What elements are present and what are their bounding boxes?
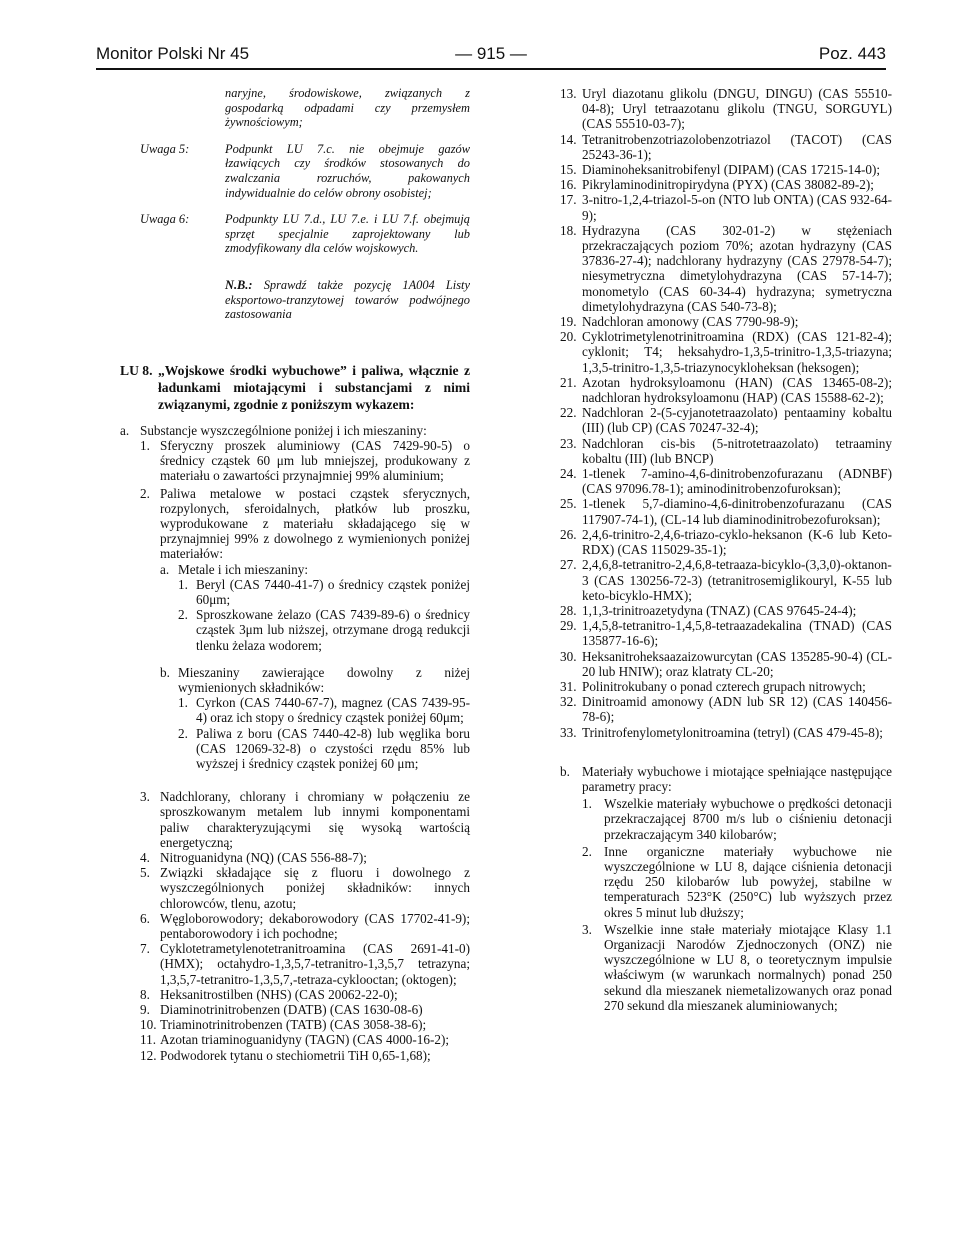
item-number: 14. — [560, 131, 577, 147]
item-text: Trinitrofenylometylonitroamina (tetryl) (CAS 479-45-8); — [582, 724, 883, 740]
list-item — [560, 496, 892, 526]
list-item — [560, 649, 892, 679]
list-item — [140, 695, 470, 725]
item-number: 10. — [140, 1017, 157, 1033]
list-item — [140, 438, 470, 484]
item-number: 25. — [560, 496, 577, 512]
item-number: 3. — [582, 921, 592, 937]
page-number: — 915 — — [455, 44, 527, 63]
item-number: 2. — [582, 843, 592, 859]
item-text: Sproszkowane żelazo (CAS 7439-89-6) o średnicy cząstek 3μm lub niższej, otrzymane drogą redukcji tlenku żelaza wodorem; — [196, 607, 470, 653]
list-item — [140, 486, 470, 562]
item-number: 33. — [560, 724, 577, 740]
nb-note — [140, 278, 470, 322]
item-number: 12. — [140, 1047, 157, 1063]
item-number: a. — [160, 561, 170, 577]
item-number: 28. — [560, 602, 577, 618]
item-text: Uryl diazotanu glikolu (DNGU, DINGU) (CAS 55510-04-8); Uryl tetraazotanu glikolu (TNGU, SORGUYL) (CAS 55510-03-7); — [582, 86, 892, 132]
item-number: 2. — [140, 485, 150, 501]
item-text: Sferyczny proszek aluminiowy (CAS 7429-90-5) o średnicy cząstek 60 μm lub mniejszej, produkowany z materiału o zawartości przynajmniej 99% aluminium; — [160, 437, 470, 484]
section-number: LU 8. — [120, 362, 153, 378]
item-number: 15. — [560, 162, 577, 178]
list-item — [560, 375, 892, 405]
item-number: 2. — [178, 725, 188, 741]
item-text: Cyklotetrametylenotetranitroamina (CAS 2691-41-0) (HMX); octahydro-1,3,5,7-tetranitro-1,3,5,7 tetrazyna; 1,3,5,7-tetranitro-1,3,5,7,-tetraza-cyklooctan; (oktogen); — [160, 941, 470, 987]
item-number: 27. — [560, 557, 577, 573]
note-text: Podpunkt LU 7.c. nie obejmuje gazów łzawiących czy środków stosowanych do zwalczania rozruchów, pakowanych indywidualnie do celów obrony osobistej; — [225, 141, 470, 200]
item-text: Inne organiczne materiały wybuchowe nie wyszczególnione w LU 8, dające ciśnienia detonacji rzędu 250 kilobarów lub powyżej, stabilne w temperaturach 523°K (250°C) lub wyższych przez okres 5 minut lub dłuższy; — [604, 843, 892, 920]
list-item — [140, 789, 470, 850]
list-item — [560, 436, 892, 466]
item-text: Związki składające się z fluoru i dowolnego z wyszczególnionych poniżej składników: innych chlorowców, tlenu, azotu; — [160, 865, 470, 911]
item-number: 22. — [560, 405, 577, 421]
list-item — [560, 694, 892, 724]
item-text: Cyrkon (CAS 7440-67-7), magnez (CAS 7439-95-4) oraz ich stopy o średnicy cząstek poniżej 60μm; — [196, 695, 470, 726]
note-label: Uwaga 6: — [140, 212, 190, 227]
item-number: 5. — [140, 865, 150, 881]
list-item-b — [560, 764, 892, 794]
intro-text: naryjne, środowiskowe, związanych z gospodarką odpadami czy przemysłem żywnościowym; — [225, 86, 470, 130]
item-text: Beryl (CAS 7440-41-7) o średnicy cząstek poniżej 60μm; — [196, 576, 470, 607]
item-text: Nadchloran 2-(5-cyjanotetraazolato) pentaaminy kobaltu (III) (lub CP) (CAS 70247-32-4); — [582, 405, 892, 436]
left-column — [120, 86, 470, 1063]
item-text: Diaminotrinitrobenzen (DATB) (CAS 1630-08-6) — [160, 1002, 423, 1018]
note-5 — [140, 142, 470, 200]
item-text: Polinitrokubany o ponad czterech grupach nitrowych; — [582, 678, 866, 694]
item-text: Podwodorek tytanu o stechiometrii TiH 0,65-1,68); — [160, 1047, 431, 1063]
item-text: 1-tlenek 7-amino-4,6-dinitrobenzofurazanu (ADNBF) (CAS 97096.78-1); aminodinitrobenzofuroksan); — [582, 466, 892, 497]
note-6 — [140, 212, 470, 256]
list-item — [560, 796, 892, 842]
list-item — [560, 527, 892, 557]
section-title: „Wojskowe środki wybuchowe” i paliwa, włącznie z ładunkami miotającymi i substancjami z nimi związanymi, zgodnie z poniższym wykazem: — [158, 362, 470, 412]
item-text: Wszelkie materiały wybuchowe o prędkości detonacji przekraczającej 8700 m/s lub o ciśnieniu detonacji przekraczającym 340 kilobarów; — [604, 796, 892, 842]
item-number: 23. — [560, 435, 577, 451]
item-text: Mieszaniny zawierające dowolny z niżej wymienionych składników: — [178, 664, 470, 695]
item-number: 4. — [140, 850, 150, 865]
list-item — [560, 162, 892, 177]
list-item — [560, 603, 892, 618]
item-text: Heksanitrostilben (NHS) (CAS 20062-22-0); — [160, 986, 398, 1002]
list-item — [140, 577, 470, 607]
item-number: 1. — [178, 695, 188, 711]
item-text: Pikrylaminodinitropirydyna (PYX) (CAS 38082-89-2); — [582, 177, 874, 193]
item-number: 17. — [560, 192, 577, 208]
list-item — [140, 1032, 470, 1047]
item-number: 9. — [140, 1002, 150, 1018]
list-item — [560, 329, 892, 375]
list-item — [560, 192, 892, 222]
item-number: 26. — [560, 526, 577, 542]
list-item — [140, 850, 470, 865]
list-item — [560, 86, 892, 132]
item-number: 7. — [140, 941, 150, 957]
item-text: 1,1,3-trinitroazetydyna (TNAZ) (CAS 97645-24-4); — [582, 602, 857, 618]
item-text: Paliwa metalowe w postaci cząstek sferycznych, rozpylonych, sferoidalnych, płatków lub proszku, wyprodukowane z materiału składającego się w przynajmniej 99% z dowolnego z wymienionych poniżej materiałów: — [160, 485, 470, 562]
list-item — [560, 618, 892, 648]
item-text: Węgloborowodory; dekaborowodory (CAS 17702-41-9); pentaborowodory i ich pochodne; — [160, 910, 470, 942]
item-text: Triaminotrinitrobenzen (TATB) (CAS 3058-38-6); — [160, 1017, 427, 1033]
item-text: Nitroguanidyna (NQ) (CAS 556-88-7); — [160, 850, 367, 865]
item-text: 3-nitro-1,2,4-triazol-5-on (NTO lub ONTA) (CAS 932-64-9); — [582, 192, 892, 223]
publication-title: Monitor Polski Nr 45 — [96, 44, 250, 63]
position-number: Poz. 443 — [818, 44, 886, 63]
item-text: 1-tlenek 5,7-diamino-4,6-dinitrobenzofurazanu (CAS 117907-74-1), (CL-14 lub diaminodinitrobezofuroksan); — [582, 496, 892, 527]
item-number: b. — [160, 664, 170, 680]
item-text: Paliwa z boru (CAS 7440-42-8) lub węglika boru (CAS 12069-32-8) o czystości rzędu 85% lub wyższej i średnicy cząstek poniżej 60 μm; — [196, 725, 470, 771]
item-number: 3. — [140, 789, 150, 805]
item-number: 16. — [560, 177, 577, 193]
list-item — [140, 665, 470, 695]
section-heading-lu8 — [120, 362, 470, 413]
item-text: Nadchloran amonowy (CAS 7790-98-9); — [582, 314, 799, 330]
list-item — [140, 941, 470, 987]
nb-text: Sprawdź także pozycję 1A004 Listy eksportowo-tranzytowej towarów podwójnego zastosowania — [225, 277, 470, 322]
item-text: Tetranitrobenzotriazolobenzotriazol (TACOT) (CAS 25243-36-1); — [582, 131, 892, 162]
item-number: 19. — [560, 314, 577, 330]
list-item — [560, 557, 892, 603]
item-text: Heksanitroheksaazaizowurcytan (CAS 135285-90-4) (CL-20 lub HNIW); oraz klatraty CL-20; — [582, 648, 892, 679]
page-header — [96, 44, 886, 70]
list-item — [140, 1048, 470, 1063]
list-item — [560, 679, 892, 694]
item-number: 2. — [178, 607, 188, 623]
item-number: 32. — [560, 694, 577, 710]
list-item — [140, 865, 470, 911]
item-number: 6. — [140, 910, 150, 926]
list-item — [560, 223, 892, 314]
item-text: Hydrazyna (CAS 302-01-2) w stężeniach przekraczających poziom 70%; azotan hydrazyny (CAS 37836-27-4); nadchlorany hydrazyny (CAS 27978-54-7); niesymetryczna dimetylohydrazyna (CAS 57-14-7); monometylo (CAS 60-34-4) hydrazyna; symetryczna dimetylohydrazyna (CAS 540-73-8); — [582, 222, 892, 314]
item-text: Materiały wybuchowe i miotające spełniające następujące parametry pracy: — [582, 763, 892, 794]
list-item — [140, 987, 470, 1002]
list-item — [560, 405, 892, 435]
item-text: Nadchlorany, chlorany i chromiany w połączeniu ze sproszkowanym metalem lub innymi komponentami paliw charakteryzującymi się wysoką wartością energetyczną; — [160, 789, 470, 850]
item-text: 1,4,5,8-tetranitro-1,4,5,8-tetraazadekalina (TNAD) (CAS 135877-16-6); — [582, 618, 892, 649]
item-number: 29. — [560, 618, 577, 634]
list-item — [560, 314, 892, 329]
item-text: Azotan triaminoguanidyny (TAGN) (CAS 4000-16-2); — [160, 1032, 450, 1048]
list-item — [560, 466, 892, 496]
item-number: 8. — [140, 986, 150, 1002]
item-number: 1. — [140, 437, 150, 453]
list-item — [140, 726, 470, 772]
item-number: 18. — [560, 222, 577, 238]
item-text: 2,4,6,8-tetranitro-2,4,6,8-tetraaza-bicyklo-(3,3,0)-oktanon-3 (CAS 130256-72-3) (tetranitrosemiglikouryl, K-55 lub keto-bicyklo-HMX); — [582, 557, 892, 603]
item-text: Cyklotrimetylenotrinitroamina (RDX) (CAS 121-82-4); cyklonit; T4; heksahydro-1,3,5-trinitro-1,3,5-triazyna; 1,3,5-trinitro-1,3,5-triazynocykloheksan (heksogen); — [582, 329, 892, 375]
item-text: Nadchloran cis-bis (5-nitrotetraazolato) tetraaminy kobaltu (III) (lub BNCP) — [582, 435, 892, 466]
list-item — [140, 1017, 470, 1032]
item-number: 21. — [560, 374, 577, 390]
item-text: Substancje wyszczególnione poniżej i ich mieszaniny: — [140, 422, 427, 438]
list-item — [560, 132, 892, 162]
right-column — [560, 86, 892, 1013]
note-label: Uwaga 5: — [140, 141, 190, 156]
list-item — [560, 922, 892, 1013]
item-text: Wszelkie inne stałe materiały miotające Klasy 1.1 Organizacji Narodów Zjednoczonych (ONZ) nie wyszczególnione w LU 8, o teoretycznym impulsie właściwym (w warunkach normalnych) ponad 250 sekund dla mieszanek niemetalizowanych oraz ponad 270 sekund dla mieszanek aluminiowanych; — [604, 921, 892, 1013]
item-number: 31. — [560, 678, 577, 694]
item-number: 13. — [560, 86, 577, 101]
item-label: b. — [560, 763, 570, 779]
item-text: Metale i ich mieszaniny: — [178, 561, 309, 577]
list-item — [560, 725, 892, 740]
item-text: Diaminoheksanitrobifenyl (DIPAM) (CAS 17215-14-0); — [582, 162, 881, 178]
item-label: a. — [120, 422, 130, 438]
item-number: 30. — [560, 648, 577, 664]
item-number: 20. — [560, 329, 577, 345]
list-item — [560, 844, 892, 920]
item-text: Azotan hydroksyloamonu (HAN) (CAS 13465-08-2); nadchloran hydroksyloamonu (HAP) (CAS 15588-62-2); — [582, 374, 892, 406]
list-item-a — [120, 422, 470, 438]
note-text: Podpunkty LU 7.d., LU 7.e. i LU 7.f. obejmują sprzęt specjalnie zaprojektowany lub zmodyfikowany dla celów wojskowych. — [225, 212, 470, 256]
item-number: 11. — [140, 1032, 156, 1048]
list-item — [140, 607, 470, 653]
list-item — [140, 911, 470, 941]
item-number: 1. — [582, 796, 592, 812]
list-item — [560, 177, 892, 192]
list-item — [140, 562, 470, 577]
item-number: 24. — [560, 466, 577, 482]
item-text: 2,4,6-trinitro-2,4,6-triazo-cyklo-heksanon (K-6 lub Keto-RDX) (CAS 115029-35-1); — [582, 526, 892, 558]
item-number: 1. — [178, 576, 188, 592]
item-text: Dinitroamid amonowy (ADN lub SR 12) (CAS 140456-78-6); — [582, 694, 892, 725]
nb-label: N.B.: — [225, 277, 253, 292]
list-item — [140, 1002, 470, 1017]
